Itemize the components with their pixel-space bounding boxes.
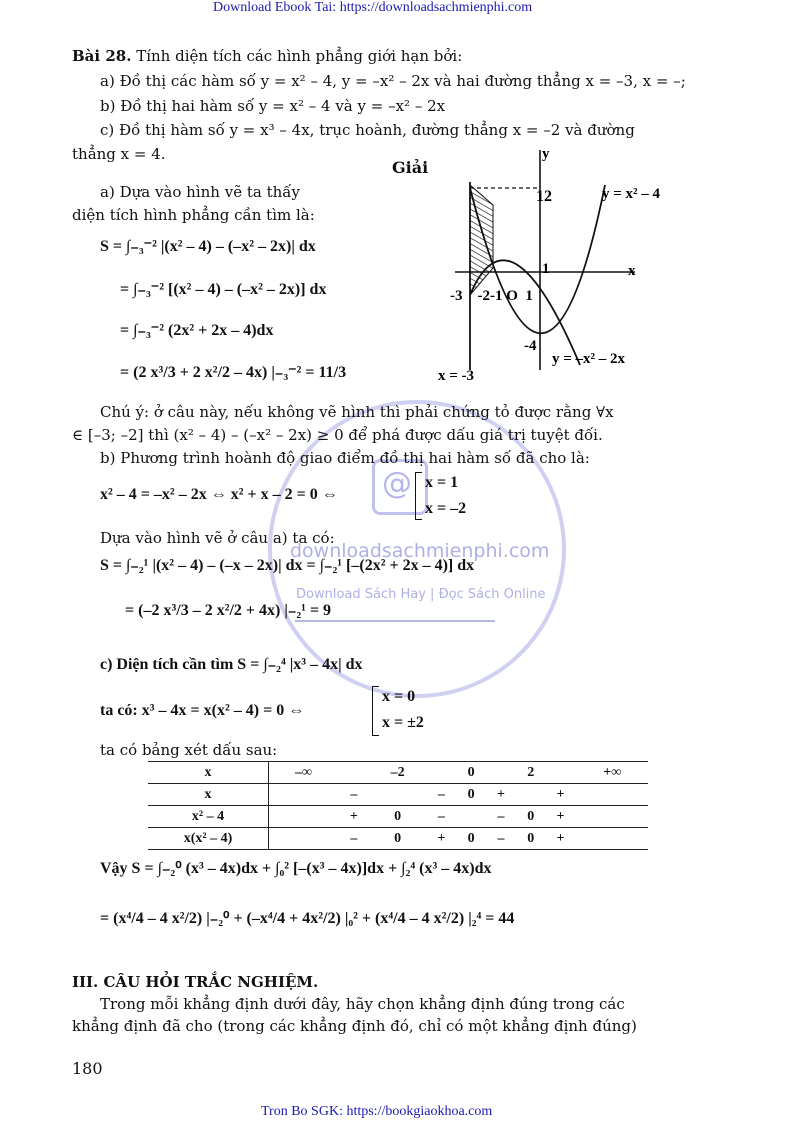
sign-table-cell: – (497, 830, 505, 846)
sign-table-cell (576, 784, 648, 806)
problem-a: a) Đồ thị các hàm số y = x² – 4, y = –x² – 2x và hai đường thẳng x = –3, x = –; (100, 72, 686, 90)
part-b-eq: x² – 4 = –x² – 2x ⇔ x² + x – 2 = 0 ⇔ (100, 486, 338, 503)
label-curve2: y = –x² – 2x (552, 351, 626, 367)
sign-table-row (148, 784, 648, 806)
part-b-line2: Dựa vào hình vẽ ở câu a) ta có: (100, 529, 335, 547)
sign-table-cell: + (437, 830, 446, 846)
part-a-eq1: S = ∫₋₃⁻² |(x² – 4) – (–x² – 2x)| dx (100, 238, 316, 255)
watermark-logo: @ (268, 400, 566, 698)
part-c-eq2: = (x⁴/4 – 4 x²/2) |₋₂⁰ + (–x⁴/4 + 4x²/2) |₀² + (x⁴/4 – 4 x²/2) |₂⁴ = 44 (100, 910, 515, 927)
sign-table-cell (517, 784, 545, 806)
part-a-eq3: = ∫₋₃⁻² (2x² + 2x – 4)dx (120, 322, 274, 339)
watermark-tagline: Download Sách Hay | Đọc Sách Online (296, 587, 546, 602)
label-neg4: -4 (524, 338, 537, 354)
note-line1: Chú ý: ở câu này, nếu không vẽ hình thì phải chứng tỏ được rằng ∀x (100, 403, 614, 421)
sign-table-cell: 2 (527, 764, 535, 780)
sign-table (148, 761, 648, 850)
sign-table-label: x (148, 762, 269, 784)
label-12: 12 (536, 188, 552, 205)
solution-heading: Giải (392, 158, 429, 177)
part-b-eq2: S = ∫₋₂¹ |(x² – 4) – (–x – 2x)| dx = ∫₋₂¹ [–(2x² + 2x – 4)] dx (100, 557, 475, 574)
part-b-eq3: = (–2 x³/3 – 2 x²/2 + 4x) |₋₂¹ = 9 (125, 602, 332, 619)
sign-table-cell: + (349, 808, 358, 824)
sign-table-cell: –2 (390, 764, 405, 780)
problem-c-line2: thẳng x = 4. (72, 145, 166, 163)
problem-b: b) Đồ thị hai hàm số y = x² – 4 và y = –x² – 2x (100, 97, 446, 115)
sign-table-cell: 0 (394, 808, 402, 824)
part-c-line3: ta có bảng xét dấu sau: (100, 741, 278, 759)
page-number: 180 (72, 1059, 103, 1078)
part-b-sys2: x = –2 (425, 500, 467, 517)
sign-table-cell: 0 (467, 830, 475, 846)
system-bracket-b (415, 472, 422, 520)
sign-table-cell (370, 784, 426, 806)
sign-table-cell (576, 828, 648, 850)
note-line2: ∈ [–3; –2] thì (x² – 4) – (–x² – 2x) ≥ 0 để phá được dấu giá trị tuyệt đối. (72, 426, 603, 444)
watermark-site: downloadsachmienphi.com (290, 540, 550, 562)
part-a-line2: diện tích hình phẳng cần tìm là: (72, 206, 315, 224)
sign-table-cell: + (556, 808, 565, 824)
sign-table-cell: –∞ (295, 764, 313, 780)
problem-intro: Tính diện tích các hình phẳng giới hạn bởi: (136, 47, 463, 65)
part-b-line1: b) Phương trình hoành độ giao điểm đồ thị hai hàm số đã cho là: (100, 449, 590, 467)
problem-intro-line (72, 47, 462, 65)
sign-table-cell: 0 (527, 808, 535, 824)
sign-table-cell: 0 (527, 830, 535, 846)
problem-c-line1: c) Đồ thị hàm số y = x³ – 4x, trục hoành, đường thẳng x = –2 và đường (100, 121, 635, 139)
parabola-graph (430, 140, 730, 385)
sign-table-cell (269, 806, 339, 828)
sign-table-cell (457, 806, 485, 828)
sign-table-cell: + (496, 786, 505, 802)
label-line: x = -3 (438, 368, 475, 384)
watermark-rule (295, 620, 495, 622)
sign-table-cell (338, 762, 370, 784)
problem-title: Bài 28. (72, 47, 132, 65)
system-bracket-c (372, 686, 379, 736)
part-a-line1: a) Dựa vào hình vẽ ta thấy (100, 183, 300, 201)
sign-table-row (148, 828, 648, 850)
sign-table-cell (425, 762, 457, 784)
part-c-eq1: Vậy S = ∫₋₂⁰ (x³ – 4x)dx + ∫₀² [–(x³ – 4x)]dx + ∫₂⁴ (x³ – 4x)dx (100, 860, 492, 877)
section3-line1: Trong mỗi khẳng định dưới đây, hãy chọn khẳng định đúng trong các (100, 995, 625, 1013)
sign-table-cell (269, 784, 339, 806)
part-c-sys1: x = 0 (382, 688, 416, 705)
sign-table-cell: – (437, 786, 445, 802)
sign-table-cell: 0 (394, 830, 402, 846)
x-axis-label: x (628, 263, 636, 279)
y-axis-label: y (542, 146, 550, 162)
label-curve1: y = x² – 4 (602, 186, 661, 202)
sign-table-label: x(x² – 4) (148, 828, 269, 850)
sign-table-cell: +∞ (603, 764, 622, 780)
sign-table-label: x (148, 784, 269, 806)
sign-table-label: x² – 4 (148, 806, 269, 828)
section3-line2: khẳng định đã cho (trong các khẳng định đó, chỉ có một khẳng định đúng) (72, 1017, 637, 1035)
part-c-sys2: x = ±2 (382, 714, 424, 731)
sign-table-row (148, 806, 648, 828)
part-c-line1: c) Diện tích cần tìm S = ∫₋₂⁴ |x³ – 4x| dx (100, 656, 363, 673)
sign-table-cell: – (437, 808, 445, 824)
sign-table-cell (485, 762, 517, 784)
section3-title: III. CÂU HỎI TRẮC NGHIỆM. (72, 973, 319, 991)
sign-table-cell: + (556, 786, 565, 802)
sign-table-cell: – (497, 808, 505, 824)
sign-table-cell: 0 (467, 786, 475, 802)
sign-table-cell: – (350, 830, 358, 846)
header-download-link[interactable]: Download Ebook Tai: https://downloadsachmienphi.com (213, 0, 533, 15)
sign-table-cell (269, 828, 339, 850)
part-c-line2: ta có: x³ – 4x = x(x² – 4) = 0 ⇔ (100, 702, 305, 719)
part-a-eq4: = (2 x³/3 + 2 x²/2 – 4x) |₋₃⁻² = 11/3 (120, 364, 347, 381)
sign-table-cell: 0 (467, 764, 475, 780)
sign-table-cell: + (556, 830, 565, 846)
part-b-sys1: x = 1 (425, 474, 459, 491)
label-1: 1 (542, 261, 550, 277)
sign-table-row (148, 762, 648, 784)
part-a-eq2: = ∫₋₃⁻² [(x² – 4) – (–x² – 2x)] dx (120, 281, 327, 298)
sign-table-cell: – (350, 786, 358, 802)
sign-table-cell (545, 762, 577, 784)
tick-labels: -3 -2-1 O 1 (450, 288, 533, 304)
footer-sgk-link[interactable]: Tron Bo SGK: https://bookgiaokhoa.com (261, 1104, 493, 1119)
sign-table-cell (576, 806, 648, 828)
